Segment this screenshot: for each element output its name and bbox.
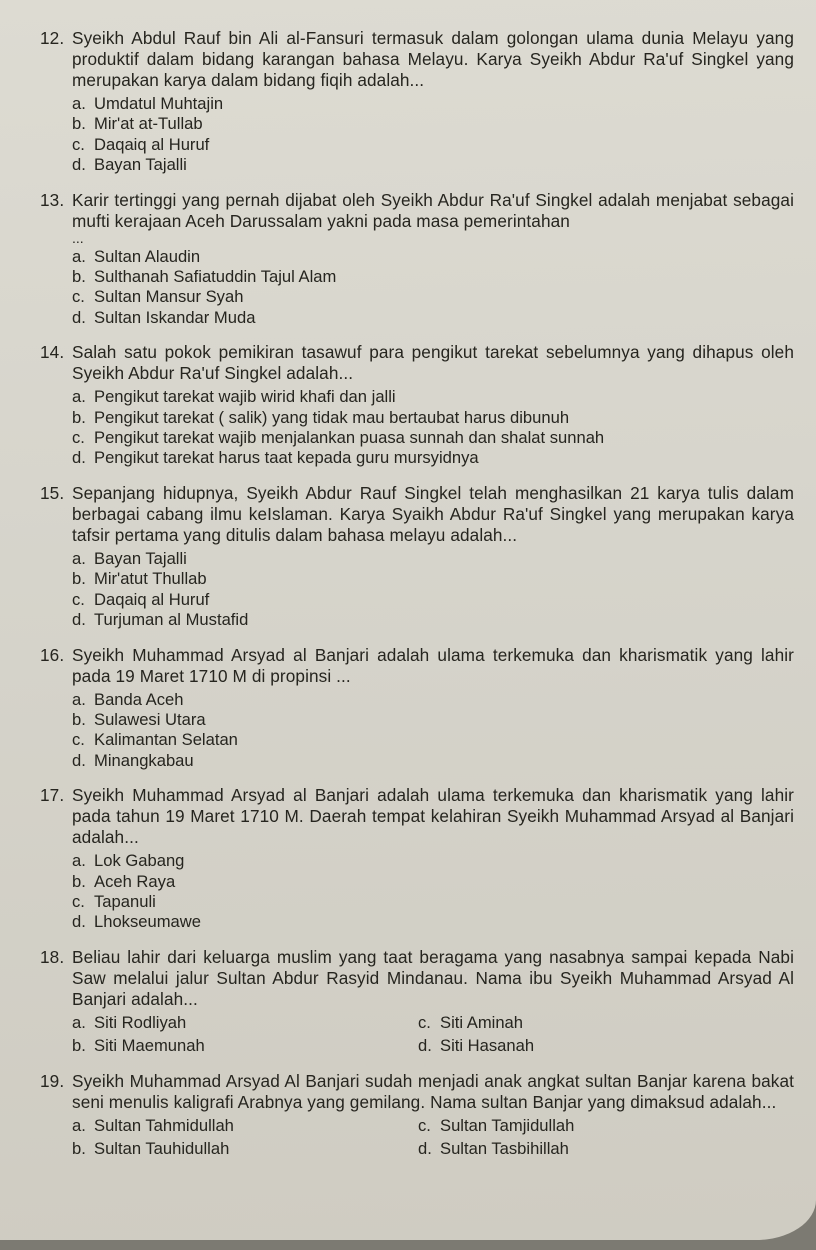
question-text: Sepanjang hidupnya, Syeikh Abdur Rauf Singkel telah menghasilkan 21 karya tulis dalam berbagai cabang ilmu keIslaman. Karya Syaikh Abdur Ra'uf Singkel yang merupakan karya tafsir pertama yang ditulis dalam bahasa melayu adalah... (72, 482, 794, 545)
question-number: 13. (40, 189, 65, 210)
question-number: 14. (40, 342, 65, 363)
option-b: b. Sulthanah Safiatuddin Tajul Alam (72, 267, 337, 287)
question-text: Beliau lahir dari keluarga muslim yang taat beragama yang nasabnya sampai kepada Nabi Saw melalui jalur Sultan Abdur Rasyid Mindanau. Nama ibu Syeikh Muhammad Arsyad Al Banjari adalah... (72, 946, 794, 1009)
option-a: a. Siti Rodliyah (72, 1012, 187, 1032)
option-d: d. Minangkabau (72, 750, 194, 770)
question-16 (40, 645, 794, 772)
question-17 (40, 785, 794, 933)
option-a: a. Umdatul Muhtajin (72, 94, 224, 113)
question-12 (40, 28, 794, 176)
option-b: b. Pengikut tarekat ( salik) yang tidak mau bertaubat harus dibunuh (72, 407, 570, 427)
question-text: Syeikh Muhammad Arsyad Al Banjari sudah menjadi anak angkat sultan Banjar karena bakat seni menulis kaligrafi Arabnya yang gemilang. Nama sultan Banjar yang dimaksud adalah... (72, 1070, 794, 1112)
option-a: a. Lok Gabang (72, 851, 185, 871)
option-a: a. Banda Aceh (72, 689, 184, 709)
option-a: a. Sultan Alaudin (72, 246, 201, 266)
option-d: d. Bayan Tajalli (72, 155, 187, 175)
option-list (72, 387, 794, 469)
option-list (72, 690, 794, 772)
option-list (72, 549, 794, 631)
question-number: 12. (40, 28, 65, 48)
question-number: 15. (40, 482, 65, 503)
option-d: d. Turjuman al Mustafid (72, 610, 249, 630)
question-text: Salah satu pokok pemikiran tasawuf para pengikut tarekat sebelumnya yang dihapus oleh Syeikh Abdur Ra'uf Singkel adalah... (72, 342, 794, 384)
question-number: 19. (40, 1070, 65, 1091)
option-a: a. Pengikut tarekat wajib wirid khafi dan jalli (72, 387, 396, 407)
option-b: b. Mir'at at-Tullab (72, 114, 203, 134)
question-number: 18. (40, 946, 65, 967)
option-d: d. Sultan Iskandar Muda (72, 307, 256, 327)
option-c: c. Pengikut tarekat wajib menjalankan puasa sunnah dan shalat sunnah (72, 428, 605, 448)
question-text: Karir tertinggi yang pernah dijabat oleh Syeikh Abdur Ra'uf Singkel adalah menjabat sebagai mufti kerajaan Aceh Darussalam yakni pada masa pemerintahan (72, 189, 794, 231)
question-number: 17. (40, 785, 65, 806)
option-b: b. Mir'atut Thullab (72, 569, 207, 589)
option-list (72, 247, 794, 329)
question-text: Syeikh Muhammad Arsyad al Banjari adalah ulama terkemuka dan kharismatik yang lahir pada tahun 19 Maret 1710 M. Daerah tempat kelahiran Syeikh Muhammad Arsyad al Banjari adalah... (72, 785, 794, 848)
question-18 (40, 947, 794, 1057)
option-c: c. Daqaiq al Huruf (72, 134, 210, 154)
option-list (72, 851, 794, 933)
option-c: c. Sultan Mansur Syah (72, 287, 244, 307)
option-list (72, 94, 794, 176)
option-list (72, 1013, 794, 1057)
option-d: d. Pengikut tarekat harus taat kepada guru mursyidnya (72, 448, 479, 468)
option-b: b. Siti Maemunah (72, 1036, 205, 1056)
option-b: b. Sultan Tauhidullah (72, 1138, 230, 1158)
option-b: b. Aceh Raya (72, 871, 176, 891)
question-text: Syeikh Muhammad Arsyad al Banjari adalah ulama terkemuka dan kharismatik yang lahir pada 19 Maret 1710 M di propinsi ... (72, 644, 794, 686)
question-14 (40, 342, 794, 469)
option-c: c. Siti Aminah (418, 1012, 524, 1032)
option-d: d. Lhokseumawe (72, 912, 202, 932)
option-list (72, 1116, 794, 1160)
continuation-dots: ... (72, 229, 84, 246)
question-15 (40, 483, 794, 631)
option-a: a. Bayan Tajalli (72, 548, 187, 568)
option-b: b. Sulawesi Utara (72, 709, 206, 729)
question-text: Syeikh Abdul Rauf bin Ali al-Fansuri termasuk dalam golongan ulama dunia Melayu yang produktif dalam bidang karangan bahasa Melayu. Karya Syeikh Abdur Ra'uf Singkel yang merupakan karya dalam bidang fiqih adalah... (72, 28, 794, 90)
option-a: a. Sultan Tahmidullah (72, 1115, 234, 1135)
option-d: d. Sultan Tasbihillah (418, 1138, 569, 1158)
option-c: c. Daqaiq al Huruf (72, 589, 210, 609)
question-13 (40, 190, 794, 329)
question-number: 16. (40, 644, 65, 665)
option-c: c. Sultan Tamjidullah (418, 1115, 575, 1135)
option-c: c. Tapanuli (72, 891, 156, 911)
option-c: c. Kalimantan Selatan (72, 730, 238, 750)
question-19 (40, 1071, 794, 1160)
option-d: d. Siti Hasanah (418, 1036, 535, 1056)
